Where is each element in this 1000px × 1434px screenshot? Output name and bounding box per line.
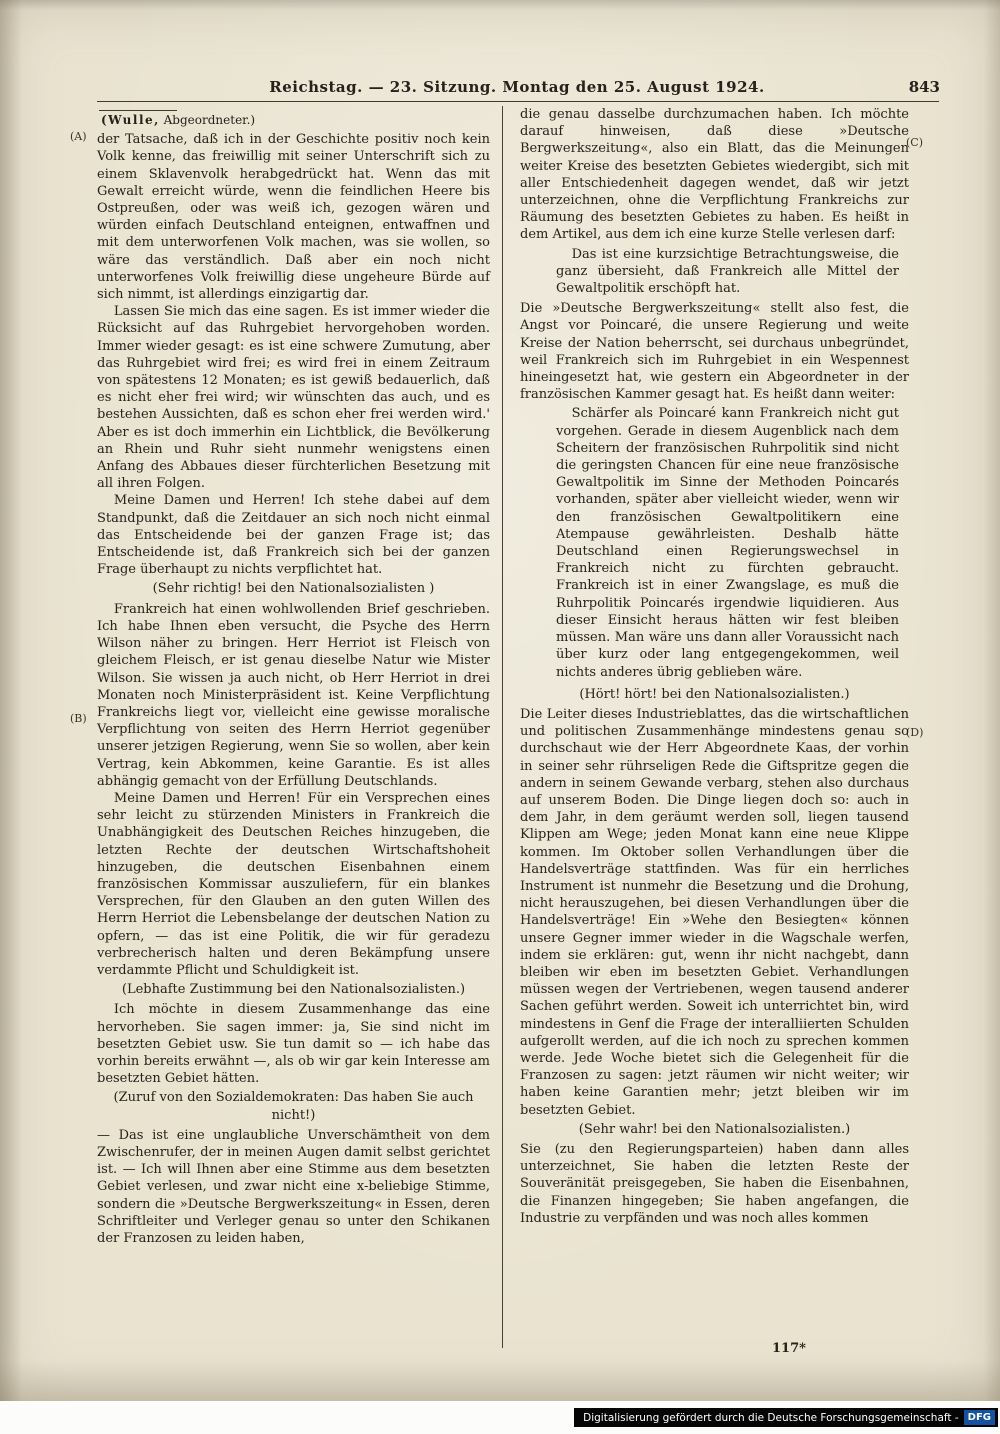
speaker-role: Abgeordneter.): [159, 113, 256, 127]
quote-block: Das ist eine kurzsichtige Betrachtungsweise, die ganz übersieht, daß Frankreich alle Mittel der Gewaltpolitik erschöpft hat.: [556, 246, 899, 297]
speaker-note: [101, 112, 490, 129]
right-column: [520, 106, 909, 1247]
paragraph: Frankreich hat einen wohlwollenden Brief geschrieben. Ich habe Ihnen eben versucht, die Psyche des Herrn Wilson näher zu bringen. Herr Herriot ist Fleisch von gleichem Fleisch, er ist genau dieselbe Natur wie Mister Wilson. Sie wissen ja auch nicht, ob Herr Herriot in drei Monaten noch Ministerpräsident ist. Keine Verpflichtung Frankreichs liegt vor, vielleicht eine gewisse moralische Verpflichtung von seiten des Herrn Herriot gegenüber unserer jetzigen Regierung, wenn Sie so wollen, aber kein Vertrag, kein Abkommen, keine Garantie. Es ist alles abhängig gemacht von der Erfüllung Deutschlands.: [97, 601, 490, 789]
paragraph: der Tatsache, daß ich in der Geschichte positiv noch kein Volk kenne, das freiwillig mit seiner Unterschrift sich zu einem Sklavenvolk herabgedrückt hat. Wenn das mit Gewalt erreicht würde, wenn die feindlichen Heere bis Ostpreußen, oder was weiß ich, gezogen wären und würden einfach Deutschland enteignen, entwaffnen und mit dem unterworfenen Volk machen, was sie wollen, so wäre das verständlich. Daß aber ein noch nicht unterworfenes Volk freiwillig diese ungeheure Bürde auf sich nimmt, ist allerdings einzigartig dar.: [97, 132, 490, 303]
digitization-text: Digitalisierung gefördert durch die Deutsche Forschungsgemeinschaft -: [583, 1411, 959, 1424]
interjection: (Sehr richtig! bei den Nationalsozialisten ): [152, 581, 435, 597]
text-area: [97, 106, 939, 1247]
page-number: 843: [908, 78, 940, 96]
page-header-title: Reichstag. — 23. Sitzung. Montag den 25. August 1924.: [269, 78, 765, 96]
left-column: [97, 106, 490, 1247]
paragraph: — Das ist eine unglaubliche Unverschämtheit von dem Zwischenrufer, der in meinen Augen damit selbst gerichtet ist. — Ich will Ihnen aber eine Stimme aus dem besetzten Gebiet verlesen, und zwar nicht eine x-beliebige Stimme, sondern die »Deutsche Bergwerkszeitung« in Essen, deren Schriftleiter und Verleger genau so unter den Schikanen der Franzosen zu leiden haben,: [97, 1127, 490, 1246]
interjection: (Hört! hört! bei den Nationalsozialisten.): [579, 686, 850, 702]
dfg-logo: DFG: [964, 1410, 995, 1425]
interjection: (Lebhafte Zustimmung bei den Nationalsozialisten.): [121, 982, 466, 998]
paragraph: Die »Deutsche Bergwerkszeitung« stellt also fest, die Angst vor Poincaré, die unsere Regierung und weite Kreise der Nation beherrscht, sei durchaus unbegründet, weil Frankreich sich im Ruhrgebiet in ein Wespennest hineingesetzt hat, wie gestern ein Abgeordneter in der französischen Kammer gesagt hat. Es heißt dann weiter:: [520, 301, 909, 403]
interjection: (Sehr wahr! bei den Nationalsozialisten.): [578, 1121, 851, 1137]
header-rule: [97, 101, 939, 102]
interjection: (Zuruf von den Sozialdemokraten: Das haben Sie auch nicht!): [113, 1090, 474, 1123]
margin-mark-a: (A): [70, 130, 87, 143]
quote-block: Schärfer als Poincaré kann Frankreich nicht gut vorgehen. Gerade in diesem Augenblick nach dem Scheitern der französischen Ruhrpolitik sind nicht die geringsten Chancen für eine neue französische Gewaltpolitik im Sinne der Methoden Poincarés vorhanden, später aber vielleicht wieder, wenn wir den französischen Gewaltpolitikern eine Atempause gewährleisten. Deshalb hätte Deutschland einen Regierungswechsel in Frankreich nicht zu fürchten gebraucht. Frankreich ist in einer Zwangslage, es muß die Ruhrpolitik Poincarés irgendwie liquidieren. Aus dieser Einsicht heraus hätten wir fest bleiben müssen. Man wäre uns dann aller Voraussicht nach über kurz oder lang entgegengekommen, weil nichts anderes übrig geblieben wäre.: [556, 406, 899, 680]
paragraph: die genau dasselbe durchzumachen haben. Ich möchte darauf hinweisen, daß diese »Deutsche Bergwerkszeitung«, also ein Blatt, das die Meinungen weiter Kreise des besetzten Gebietes wiedergibt, sich mit aller Entschiedenheit dagegen wendet, daß wir jetzt unterzeichnen, ohne die Verpflichtung Frankreichs zur Räumung des besetzten Gebietes zu haben. Es heißt in dem Artikel, aus dem ich eine kurze Stelle verlesen darf:: [520, 107, 909, 243]
footnote-mark: 117*: [772, 1341, 806, 1356]
paragraph: Meine Damen und Herren! Ich stehe dabei auf dem Standpunkt, daß die Zeitdauer an sich noch nicht einmal das Entscheidende bei der ganzen Frage ist; das Entscheidende ist, daß Frankreich sich bei der ganzen Frage überhaupt zu nichts verpflichtet hat.: [97, 493, 490, 578]
margin-mark-b: (B): [70, 712, 87, 725]
speaker-name: (Wulle,: [101, 113, 160, 127]
paragraph: Ich möchte in diesem Zusammenhange das eine hervorheben. Sie sagen immer: ja, Sie sind nicht im besetzten Gebiet usw. Sie tun damit so — ich habe das vorhin bereits erwähnt —, als ob wir gar kein Interesse am besetzten Gebiet hätten.: [97, 1002, 490, 1087]
paragraph: Meine Damen und Herren! Für ein Versprechen eines sehr leicht zu stürzenden Ministers in Frankreich die Unabhängigkeit des Deutschen Reiches hinzugeben, die letzten Rechte der deutschen Wirtschaftshoheit hinzugeben, die deutschen Eisenbahnen einem französischen Kommissar auszuliefern, für ein blankes Versprechen, für den Glauben an den guten Willen des Herrn Herriot die Lebensbelange der deutschen Nation zu opfern, — das ist eine Politik, die wir für geradezu verbrecherisch halten und deren Bekämpfung unsere verdammte Pflicht und Schuldigkeit ist.: [97, 790, 490, 978]
margin-mark-d: (D): [906, 726, 924, 739]
paragraph: Lassen Sie mich das eine sagen. Es ist immer wieder die Rücksicht auf das Ruhrgebiet hervorgehoben worden. Immer wieder gesagt: es ist eine schwere Zumutung, aber das Ruhrgebiet wird frei; es wird frei in einem Zeitraum von spätestens 12 Monaten; es ist gewiß bedauerlich, daß es nicht eher frei wird; wir wünschten das auch, und es bestehen Aussichten, daß es schon eher frei werden wird.' Aber es ist doch immerhin ein Lichtblick, die Bevölkerung an Rhein und Ruhr sieht nunmehr wenigstens einen Anfang des Abbaues dieser fürchterlichen Besetzung mit all ihren Folgen.: [97, 304, 490, 492]
digitization-bar: [574, 1408, 998, 1427]
paragraph: Sie (zu den Regierungsparteien) haben dann alles unterzeichnet, Sie haben die letzten Reste der Souveränität preisgegeben, Sie haben die Eisenbahnen, die Finanzen hingegeben; Sie haben angefangen, die Industrie zu verpfänden und was noch alles kommen: [520, 1141, 909, 1226]
continuation-rule: [99, 110, 177, 111]
paragraph: Die Leiter dieses Industrieblattes, das die wirtschaftlichen und politischen Zusammenhänge mindestens genau so durchschaut wie der Herr Abgeordnete Kaas, der vorhin in seiner sehr rührseligen Rede die Giftspritze gegen die andern in seinem Gewande verbarg, stehen also durchaus auf unserem Boden. Die Dinge liegen doch so: auch in dem Jahr, in dem geräumt werden soll, liegen tausend Klippen am Wege; jeden Monat kann eine neue Klippe kommen. Im Oktober sollen Verhandlungen über die Handelsverträge stattfinden. Was für ein herrliches Instrument ist nunmehr die Besetzung und die Drohung, nicht herauszugehen, bei diesen Verhandlungen über die Handelsverträge! Ein »Wehe den Besiegten« können unsere Gegner immer wieder in die Wagschale werfen, indem sie erklären: gut, wenn ihr nicht nachgebt, dann bleiben wir eben im besetzten Gebiet. Verhandlungen müssen wegen der Vertriebenen, wegen tausend anderer Sachen geführt werden. Soweit ich unterrichtet bin, wird mindestens in Genf die Frage der interalliierten Schulden aufgerollt werden, auf die ich noch zu sprechen kommen werde. Jede Woche bietet sich die Gelegenheit für die Franzosen zu sagen: jetzt räumen wir nicht weiter; wir haben keine Garantien mehr; jetzt bleiben wir im besetzten Gebiet.: [520, 706, 909, 1118]
margin-mark-c: (C): [906, 136, 923, 149]
